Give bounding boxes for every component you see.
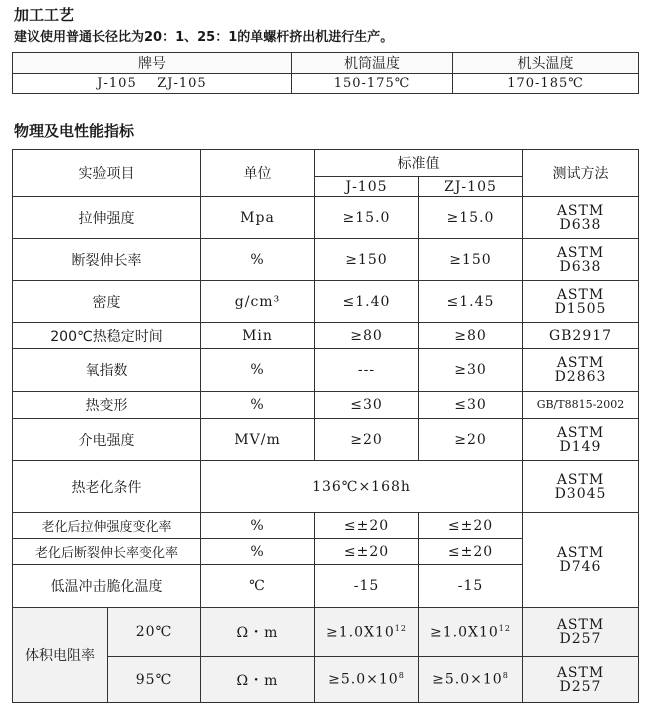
table-row (13, 419, 639, 461)
header-method: 测试方法 (523, 150, 639, 197)
row-method: ASTM D638 (523, 239, 639, 281)
row-item: 热变形 (13, 392, 201, 419)
row-unit: MV/m (201, 419, 315, 461)
row-unit: Min (201, 323, 315, 349)
table-row (13, 349, 639, 392)
aging-value: 136℃×168h (201, 461, 523, 513)
header-unit: 单位 (201, 150, 315, 197)
processing-value-row (13, 74, 639, 94)
row-item: 介电强度 (13, 419, 201, 461)
row-method: ASTM D638 (523, 197, 639, 239)
row-j105: ≥15.0 (315, 197, 419, 239)
processing-header-row (13, 53, 639, 74)
row-zj105: ≥15.0 (419, 197, 523, 239)
row-unit: % (201, 539, 315, 565)
header-head-temp: 机头温度 (453, 53, 639, 74)
resistivity-method: ASTM D257 (523, 608, 639, 657)
header-item: 实验项目 (13, 150, 201, 197)
row-zj105: ≤±20 (419, 513, 523, 539)
table-row (13, 392, 639, 419)
row-unit: % (201, 349, 315, 392)
row-method: ASTM D149 (523, 419, 639, 461)
aging-method: ASTM D3045 (523, 461, 639, 513)
spec-table (12, 149, 639, 703)
row-j105: ≥80 (315, 323, 419, 349)
header-zj105: ZJ-105 (419, 177, 523, 197)
row-zj105: ≥20 (419, 419, 523, 461)
header-standard-value: 标准值 (315, 150, 523, 177)
grade-value: J-105 ZJ-105 (13, 74, 292, 94)
row-unit: g/cm³ (201, 281, 315, 323)
header-j105: J-105 (315, 177, 419, 197)
row-item: 断裂伸长率 (13, 239, 201, 281)
row-j105: ≥150 (315, 239, 419, 281)
row-method: GB2917 (523, 323, 639, 349)
resistivity-unit: Ω・m (201, 608, 315, 657)
resistivity-temp: 95℃ (108, 657, 201, 703)
resistivity-label: 体积电阻率 (13, 608, 108, 703)
row-item: 拉伸强度 (13, 197, 201, 239)
row-item: 低温冲击脆化温度 (13, 565, 201, 608)
table-row (13, 239, 639, 281)
spec-header-row-1 (13, 150, 639, 177)
header-grade: 牌号 (13, 53, 292, 74)
row-item: 老化后断裂伸长率变化率 (13, 539, 201, 565)
resistivity-temp: 20℃ (108, 608, 201, 657)
row-j105: -15 (315, 565, 419, 608)
row-unit: ℃ (201, 565, 315, 608)
row-zj105: ≥30 (419, 349, 523, 392)
row-method: ASTM D2863 (523, 349, 639, 392)
row-zj105: -15 (419, 565, 523, 608)
table-row (13, 281, 639, 323)
table-row (13, 513, 639, 539)
row-j105: --- (315, 349, 419, 392)
row-zj105: ≤1.45 (419, 281, 523, 323)
row-j105: ≤±20 (315, 513, 419, 539)
resistivity-unit: Ω・m (201, 657, 315, 703)
row-j105: ≥20 (315, 419, 419, 461)
header-barrel-temp: 机筒温度 (292, 53, 453, 74)
resistivity-zj105: $\ge 1.0X10^{12}$ (419, 608, 523, 657)
aging-item: 热老化条件 (13, 461, 201, 513)
row-unit: % (201, 513, 315, 539)
row-method: ASTM D1505 (523, 281, 639, 323)
processing-table (12, 52, 639, 94)
head-temp-value: 170-185℃ (453, 74, 639, 94)
row-item: 200℃热稳定时间 (13, 323, 201, 349)
resistivity-j105: $\ge 1.0X10^{12}$ (315, 608, 419, 657)
barrel-temp-value: 150-175℃ (292, 74, 453, 94)
row-item: 老化后拉伸强度变化率 (13, 513, 201, 539)
row-j105: ≤1.40 (315, 281, 419, 323)
aging-rows-method: ASTM D746 (523, 513, 639, 608)
row-unit: Mpa (201, 197, 315, 239)
row-zj105: ≤±20 (419, 539, 523, 565)
row-item: 氧指数 (13, 349, 201, 392)
spec-title: 物理及电性能指标 (14, 122, 135, 140)
row-zj105: ≥150 (419, 239, 523, 281)
resistivity-row (13, 608, 639, 657)
row-j105: ≤30 (315, 392, 419, 419)
row-j105: ≤±20 (315, 539, 419, 565)
resistivity-method: ASTM D257 (523, 657, 639, 703)
row-zj105: ≤30 (419, 392, 523, 419)
row-unit: % (201, 239, 315, 281)
row-zj105: ≥80 (419, 323, 523, 349)
processing-note: 建议使用普通长径比为20：1、25：1的单螺杆挤出机进行生产。 (14, 30, 394, 45)
row-unit: % (201, 392, 315, 419)
row-method: GB/T8815-2002 (523, 392, 639, 419)
table-row (13, 323, 639, 349)
table-row (13, 197, 639, 239)
aging-condition-row (13, 461, 639, 513)
processing-title: 加工工艺 (14, 6, 75, 24)
resistivity-j105: $\ge 5.0\times 10^8$ (315, 657, 419, 703)
row-item: 密度 (13, 281, 201, 323)
resistivity-zj105: $\ge 5.0\times 10^8$ (419, 657, 523, 703)
